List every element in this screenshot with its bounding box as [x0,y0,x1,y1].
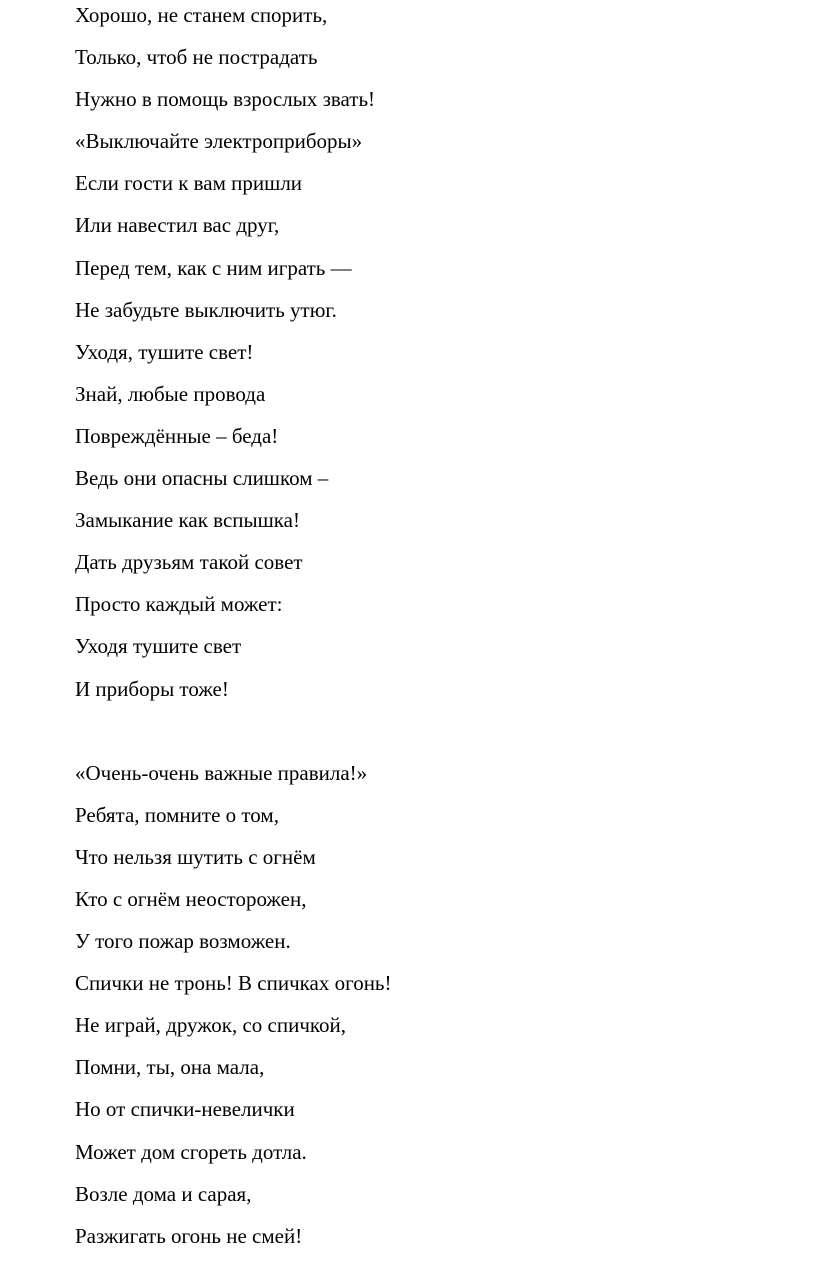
poem-line: Уходя, тушите свет! [75,339,254,364]
poem-line: Только, чтоб не пострадать [75,45,318,70]
poem-line: Если гости к вам пришли [75,171,303,196]
poem-line: Повреждённые – беда! [75,423,279,448]
poem-line: Замыкание как вспышка! [75,508,300,533]
poem-line: Перед тем, как с ним играть — [75,255,352,280]
poem-text [75,0,776,1263]
poem-line: Помни, ты, она мала, [75,1055,265,1080]
poem-line: У того пожар возможен. [75,929,291,954]
poem-line: И приборы тоже! [75,676,229,701]
poem-line: Кто с огнём неосторожен, [75,886,307,911]
poem-line: Может дом сгореть дотла. [75,1139,307,1164]
poem-line: Ребята, помните о том, [75,802,279,827]
poem-line: Ведь они опасны слишком – [75,466,329,491]
poem-line: Спички не тронь! В спичках огонь! [75,971,392,996]
poem-line: Что нельзя шутить с огнём [75,844,316,869]
stanza-break [75,716,776,758]
poem-line: Или навестил вас друг, [75,213,280,238]
poem-line: Но от спички-невелички [75,1097,295,1122]
poem-line: Уходя тушите свет [75,634,242,659]
poem-line: Возле дома и сарая, [75,1181,252,1206]
poem-line: Разжигать огонь не смей! [75,1223,303,1248]
poem-line: Не играй, дружок, со спичкой, [75,1013,347,1038]
poem-line: Знай, любые провода [75,381,266,406]
poem-line: «Выключайте электроприборы» [75,129,363,154]
poem-line: Не забудьте выключить утюг. [75,297,337,322]
poem-line: Нужно в помощь взрослых звать! [75,87,376,112]
poem-title: «Очень-очень важные правила!» [75,760,368,785]
poem-line: Хорошо, не станем спорить, [75,3,328,27]
poem-line: Просто каждый может: [75,592,283,617]
poem-line: Дать друзьям такой совет [75,550,303,575]
